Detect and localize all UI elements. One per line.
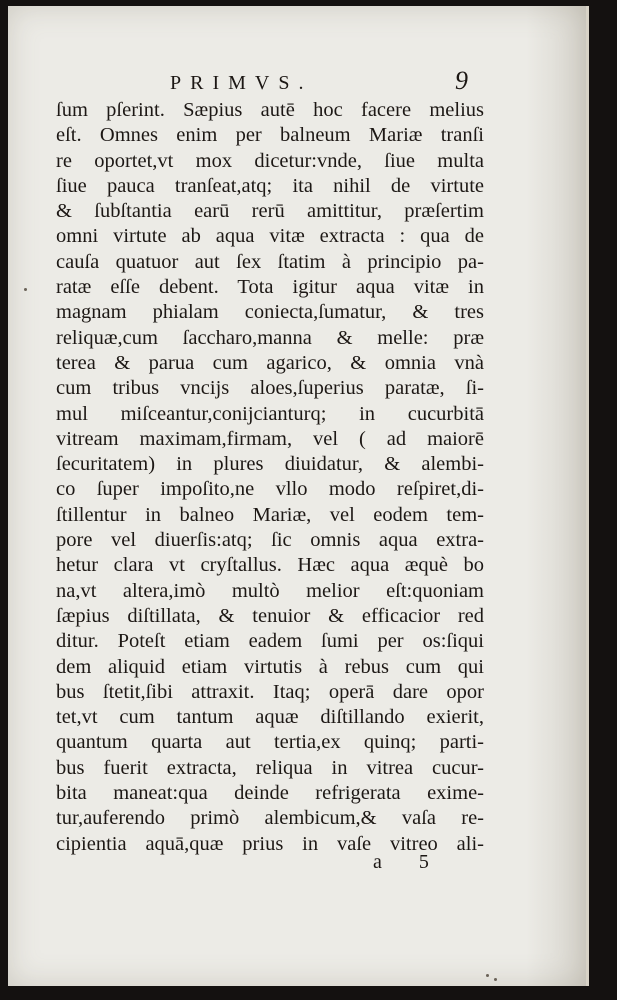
text-line: bita maneat:qua deinde refrigerata exime- [56, 782, 484, 805]
text-line: ſtillentur in balneo Mariæ, vel eodem tem- [56, 503, 484, 526]
text-line: reliquæ,cum ſaccharo,manna & melle: præ [56, 326, 484, 349]
text-line: tur,auferendo primò alembicum,& vaſa re- [56, 807, 484, 830]
text-line: magnam phialam coniecta,ſumatur, & tres [56, 301, 484, 324]
page-number: 9 [455, 66, 468, 95]
text-line: tet,vt cum tantum aquæ diſtillando exierit, [56, 706, 484, 729]
text-line: ſum pſerint. Sæpius autē hoc facere melius [56, 99, 484, 121]
text-line: ditur. Poteſt etiam eadem ſumi per os:ſiqui [56, 630, 484, 653]
text-line: quantum quarta aut tertia,ex quinq; parti- [56, 731, 484, 754]
text-line: bus fuerit extracta, reliqua in vitrea cucur- [56, 756, 484, 779]
text-line: vitream maximam,firmam, vel ( ad maiorē [56, 427, 484, 450]
signature-mark: a 5 [373, 851, 445, 873]
paper-speck [486, 974, 489, 977]
text-line: eſt. Omnes enim per balneum Mariæ tranſi [56, 124, 484, 147]
running-title: PRIMVS. [170, 72, 313, 94]
text-line: cipientia aquā,quæ prius in vaſe vitreo ali- [56, 832, 484, 855]
text-line: mul miſceantur,conijcianturq; in cucurbitā [56, 402, 484, 425]
text-line: na,vt altera,imò multò melior eſt:quoniam [56, 579, 484, 602]
text-line: re oportet,vt mox dicetur:vnde, ſiue multa [56, 149, 484, 172]
text-line: cum tribus vncijs aloes,ſuperius paratæ, ſi- [56, 377, 484, 400]
text-line: ſæpius diſtillata, & tenuior & efficacior red [56, 604, 484, 627]
body-text [56, 98, 484, 857]
text-line: & ſubſtantia earū rerū amittitur, præſertim [56, 200, 484, 223]
text-line: cauſa quatuor aut ſex ſtatim à principio pa- [56, 250, 484, 273]
text-line: omni virtute ab aqua vitæ extracta : qua de [56, 225, 484, 248]
text-line: ſiue pauca tranſeat,atq; ita nihil de virtute [56, 174, 484, 197]
paper-speck [494, 978, 497, 981]
text-line: dem aliquid etiam virtutis à rebus cum qui [56, 655, 484, 678]
paper-speck [24, 288, 27, 291]
text-line: ſecuritatem) in plures diuidatur, & alembi- [56, 453, 484, 476]
text-line: co ſuper impoſito,ne vllo modo reſpiret,di- [56, 478, 484, 501]
text-line: pore vel diuerſis:atq; ſic omnis aqua extra- [56, 529, 484, 552]
text-line: terea & parua cum agarico, & omnia vnà [56, 351, 484, 374]
text-line: ratæ eſſe debent. Tota igitur aqua vitæ in [56, 276, 484, 299]
text-line: hetur clara vt cryſtallus. Hæc aqua æquè bo [56, 554, 484, 577]
text-line: bus ſtetit,ſibi attraxit. Itaq; operā dare opor [56, 680, 484, 703]
book-page [8, 6, 589, 986]
